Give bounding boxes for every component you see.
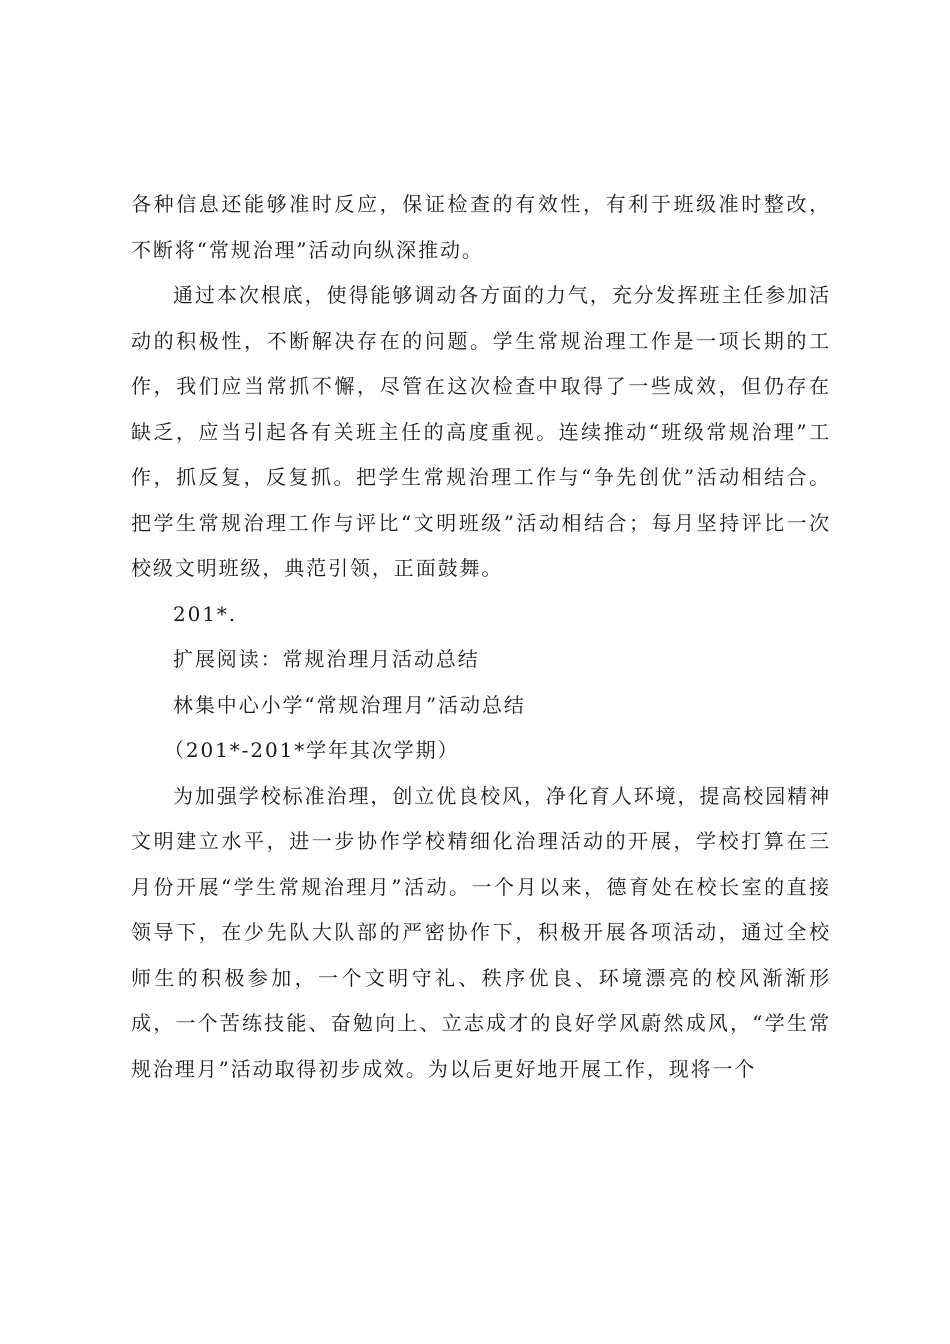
paragraph-summary: 通过本次根底，使得能够调动各方面的力气，充分发挥班主任参加活动的积极性，不断解决存在的问题。学生常规治理工作是一项长期的工作，我们应当常抓不懈，尽管在这次检查中取得了一些成效，但仍存在缺乏，应当引起各有关班主任的高度重视。连续推动“班级常规治理”工作，抓反复，反复抓。把学生常规治理工作与“争先创优”活动相结合。把学生常规治理工作与评比“文明班级”活动相结合；每月坚持评比一次校级文明班级，典范引领，正面鼓舞。 [131, 283, 831, 580]
semester-line: （201*-201*学年其次学期） [164, 738, 460, 762]
paragraph-continuation: 各种信息还能够准时反应，保证检查的有效性，有利于班级准时整改，不断将“常规治理”活动向纵深推动。 [131, 192, 831, 262]
document-body [131, 182, 831, 1092]
report-title: 林集中心小学“常规治理月”活动总结 [173, 692, 526, 717]
date-line: 201*. [173, 601, 238, 626]
extended-reading-heading: 扩展阅读：常规治理月活动总结 [173, 647, 480, 671]
paragraph-introduction: 为加强学校标准治理，创立优良校风，净化育人环境，提高校园精神文明建立水平，进一步协作学校精细化治理活动的开展，学校打算在三月份开展“学生常规治理月”活动。一个月以来，德育处在校长室的直接领导下，在少先队大队部的严密协作下，积极开展各项活动，通过全校师生的积极参加，一个文明守礼、秩序优良、环境漂亮的校风渐渐形成，一个苦练技能、奋勉向上、立志成才的良好学风蔚然成风，“学生常规治理月”活动取得初步成效。为以后更好地开展工作，现将一个 [131, 783, 831, 1081]
